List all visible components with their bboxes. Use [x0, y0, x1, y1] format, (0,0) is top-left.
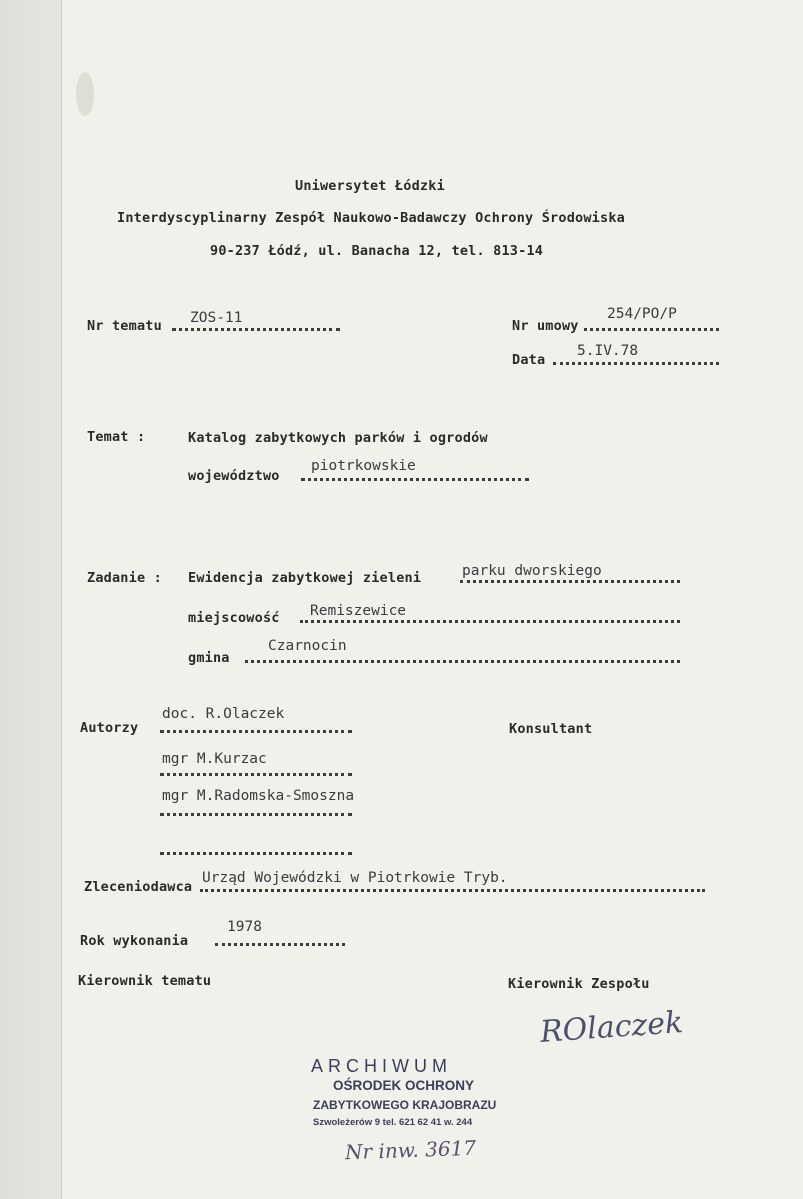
- zadanie-text: Ewidencja zabytkowej zieleni: [188, 570, 422, 586]
- university-name: Uniwersytet Łódzki: [295, 178, 445, 194]
- inventory-note: Nr inw. 3617: [344, 1135, 477, 1165]
- stamp-zabytkowego: ZABYTKOWEGO KRAJOBRAZU: [313, 1098, 497, 1112]
- author-1: doc. R.Olaczek: [162, 706, 285, 722]
- miejscowosc-value: Remiszewice: [310, 603, 407, 619]
- institute-address: 90-237 Łódź, ul. Banacha 12, tel. 813-14: [210, 243, 544, 259]
- zadanie-label: Zadanie :: [87, 570, 162, 586]
- author-1-dotted-line: [160, 727, 352, 733]
- page-edge-background: [0, 0, 70, 1199]
- rok-wykonania-dotted-line: [215, 940, 345, 946]
- wojewodztwo-value: piotrkowskie: [311, 458, 416, 474]
- punch-hole-mark: [76, 72, 94, 116]
- rok-wykonania-label: Rok wykonania: [80, 933, 189, 949]
- nr-umowy-dotted-line: [584, 325, 719, 331]
- author-2-dotted-line: [160, 770, 352, 776]
- zadanie-value: parku dworskiego: [462, 563, 602, 579]
- rok-wykonania-value: 1978: [227, 919, 262, 935]
- stamp-osrodek: OŚRODEK OCHRONY: [333, 1078, 475, 1093]
- gmina-dotted-line: [245, 657, 680, 663]
- kierownik-zespolu-label: Kierownik Zespołu: [508, 976, 650, 992]
- miejscowosc-label: miejscowość: [188, 610, 280, 626]
- nr-tematu-value: ZOS-11: [190, 310, 243, 326]
- zleceniodawca-label: Zleceniodawca: [84, 879, 193, 895]
- nr-tematu-label: Nr tematu: [87, 318, 162, 334]
- data-dotted-line: [553, 359, 719, 365]
- institute-name: Interdyscyplinarny Zespół Naukowo-Badawczy Ochrony Środowiska: [117, 210, 625, 226]
- nr-umowy-label: Nr umowy: [512, 318, 579, 334]
- author-2: mgr M.Kurzac: [162, 751, 267, 767]
- gmina-label: gmina: [188, 650, 230, 666]
- gmina-value: Czarnocin: [268, 638, 347, 654]
- nr-umowy-value: 254/PO/P: [607, 306, 677, 322]
- data-label: Data: [512, 352, 546, 368]
- stamp-address: Szwoleżerów 9 tel. 621 62 41 w. 244: [313, 1117, 473, 1128]
- signature: ROlaczek: [538, 1005, 685, 1050]
- wojewodztwo-label: województwo: [188, 468, 280, 484]
- konsultant-label: Konsultant: [509, 721, 593, 737]
- temat-label: Temat :: [87, 429, 146, 445]
- stamp-archiwum: ARCHIWUM: [311, 1056, 452, 1076]
- autorzy-label: Autorzy: [80, 720, 139, 736]
- zleceniodawca-dotted-line: [200, 886, 705, 892]
- author-3: mgr M.Radomska-Smoszna: [162, 788, 355, 804]
- zleceniodawca-value: Urząd Wojewódzki w Piotrkowie Tryb.: [202, 870, 508, 886]
- data-value: 5.IV.78: [577, 343, 639, 359]
- author-3-dotted-line: [160, 810, 352, 816]
- temat-text: Katalog zabytkowych parków i ogrodów: [188, 430, 488, 446]
- author-4-dotted-line: [160, 849, 352, 855]
- wojewodztwo-dotted-line: [301, 475, 529, 481]
- kierownik-tematu-label: Kierownik tematu: [78, 973, 212, 989]
